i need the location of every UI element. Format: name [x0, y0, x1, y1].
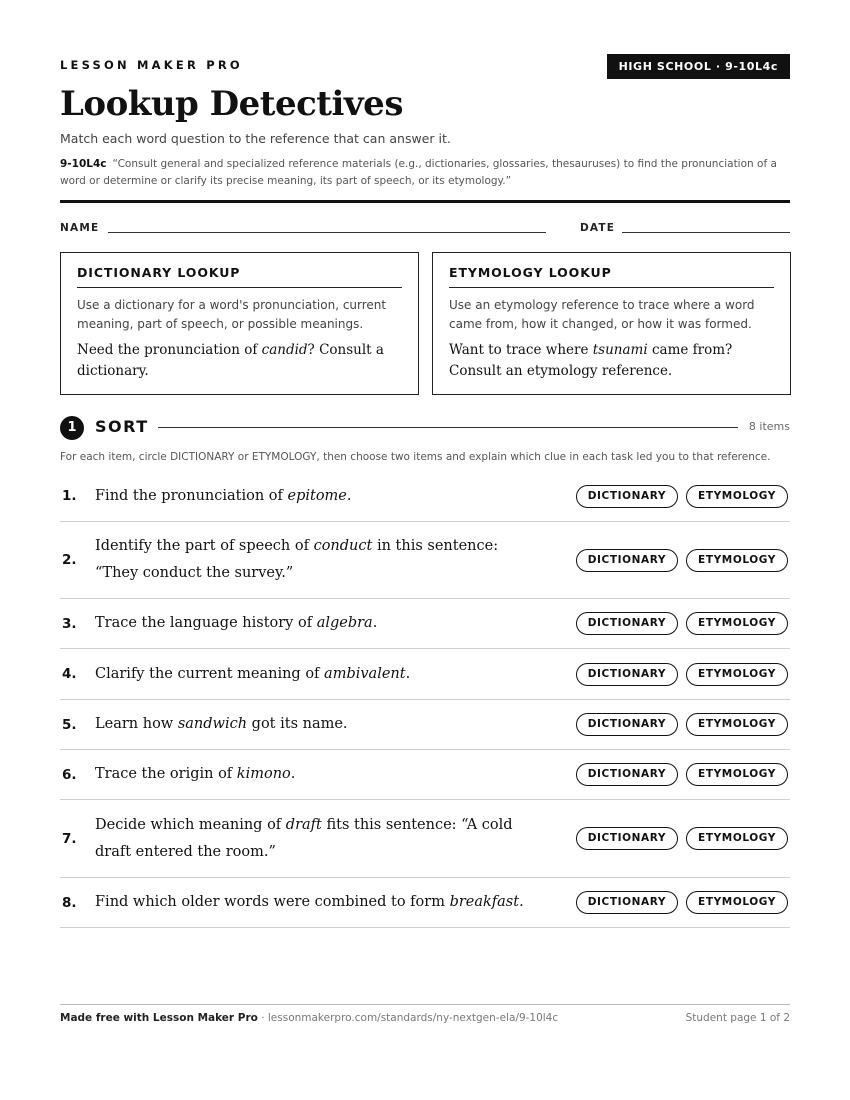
item-prompt: Decide which meaning of draft fits this sentence: “A cold draft entered the room.” [95, 816, 513, 860]
target-word: algebra [316, 615, 373, 631]
target-word: epitome [287, 487, 347, 504]
section-instructions: For each item, circle DICTIONARY or ETYMOLOGY, then choose two items and explain which clue in each task led you to that reference. [60, 451, 771, 463]
target-word: sandwich [177, 716, 248, 732]
etymology-choice[interactable]: ETYMOLOGY [686, 549, 788, 572]
standard-code: 9-10L4c [60, 158, 107, 170]
example-word: candid [261, 342, 308, 358]
list-item [60, 649, 790, 700]
box-example: Need the pronunciation of candid? Consult a dictionary. [77, 342, 384, 379]
item-number: 3. [62, 615, 77, 632]
etymology-choice[interactable]: ETYMOLOGY [686, 891, 788, 914]
dictionary-choice[interactable]: DICTIONARY [576, 549, 678, 572]
page-title: Lookup Detectives [60, 84, 403, 124]
item-number: 2. [62, 552, 77, 568]
item-prompt: Clarify the current meaning of ambivalent. [95, 665, 411, 682]
date-label: DATE [580, 222, 616, 234]
dictionary-lookup-box [60, 252, 419, 395]
reference-choices [576, 612, 788, 635]
name-field[interactable] [108, 232, 546, 233]
example-word: tsunami [592, 342, 648, 358]
dictionary-choice[interactable]: DICTIONARY [576, 713, 678, 736]
section-title: SORT [95, 417, 149, 436]
dictionary-choice[interactable]: DICTIONARY [576, 485, 678, 508]
item-prompt: Trace the language history of algebra. [95, 615, 378, 631]
list-item [60, 878, 790, 928]
footer-made-with: Made free with Lesson Maker Pro [60, 1012, 258, 1024]
etymology-choice[interactable]: ETYMOLOGY [686, 612, 788, 635]
reference-choices [576, 763, 788, 786]
item-list [60, 471, 790, 928]
header-divider [60, 200, 790, 203]
item-prompt: Find which older words were combined to form breakfast. [95, 894, 524, 910]
etymology-lookup-box [432, 252, 791, 395]
section-divider [158, 427, 738, 428]
box-example: Want to trace where tsunami came from? Consult an etymology reference. [449, 342, 733, 379]
reference-choices [576, 663, 788, 686]
reference-choices [576, 713, 788, 736]
name-label: NAME [60, 222, 100, 234]
item-number: 8. [62, 894, 77, 911]
level-badge: HIGH SCHOOL · 9-10L4c [607, 54, 790, 79]
brand-name: LESSON MAKER PRO [60, 58, 243, 72]
item-prompt: Identify the part of speech of conduct in this sentence: “They conduct the survey.” [95, 538, 499, 581]
box-description: Use a dictionary for a word's pronunciation, current meaning, part of speech, or possible meanings. [77, 298, 387, 331]
etymology-choice[interactable]: ETYMOLOGY [686, 827, 788, 850]
etymology-choice[interactable]: ETYMOLOGY [686, 485, 788, 508]
date-field[interactable] [622, 232, 790, 233]
page-subtitle: Match each word question to the reference that can answer it. [60, 131, 451, 146]
etymology-choice[interactable]: ETYMOLOGY [686, 713, 788, 736]
item-prompt: Trace the origin of kimono. [95, 766, 296, 782]
footer-url: · lessonmakerpro.com/standards/ny-nextgen-ela/9-10l4c [257, 1012, 559, 1024]
dictionary-choice[interactable]: DICTIONARY [576, 663, 678, 686]
list-item [60, 522, 790, 599]
list-item [60, 700, 790, 750]
item-number: 5. [62, 716, 77, 733]
item-number: 1. [62, 488, 77, 504]
dictionary-choice[interactable]: DICTIONARY [576, 763, 678, 786]
box-title: DICTIONARY LOOKUP [77, 265, 402, 288]
standard-description [60, 156, 790, 190]
list-item [60, 599, 790, 649]
item-prompt: Find the pronunciation of epitome. [95, 487, 352, 504]
target-word: ambivalent [324, 665, 406, 682]
footer-divider [60, 1004, 790, 1005]
box-title: ETYMOLOGY LOOKUP [449, 265, 774, 288]
target-word: breakfast [449, 894, 520, 910]
item-number: 7. [62, 830, 77, 847]
reference-choices [576, 891, 788, 914]
box-description: Use an etymology reference to trace where a word came from, how it changed, or how it was formed. [449, 298, 755, 331]
target-word: draft [285, 816, 322, 833]
section-number-badge: 1 [60, 416, 84, 440]
reference-choices [576, 485, 788, 508]
list-item [60, 750, 790, 800]
list-item [60, 471, 790, 522]
dictionary-choice[interactable]: DICTIONARY [576, 612, 678, 635]
etymology-choice[interactable]: ETYMOLOGY [686, 763, 788, 786]
etymology-choice[interactable]: ETYMOLOGY [686, 663, 788, 686]
worksheet-page [60, 0, 790, 1100]
standard-text: “Consult general and specialized reference materials (e.g., dictionaries, glossaries, thesauruses) to find the pronunciation of a word or determine or clarify its precise meaning, its part of speech, or its etymology.” [60, 158, 777, 187]
list-item [60, 800, 790, 878]
item-number: 6. [62, 766, 77, 783]
footer-credit [60, 1012, 558, 1024]
dictionary-choice[interactable]: DICTIONARY [576, 891, 678, 914]
item-count: 8 items [748, 420, 790, 433]
target-word: kimono [236, 766, 291, 782]
item-prompt: Learn how sandwich got its name. [95, 716, 348, 732]
target-word: conduct [313, 538, 373, 554]
item-number: 4. [62, 666, 77, 682]
page-indicator: Student page 1 of 2 [685, 1012, 790, 1024]
reference-choices [576, 827, 788, 850]
reference-choices [576, 549, 788, 572]
dictionary-choice[interactable]: DICTIONARY [576, 827, 678, 850]
